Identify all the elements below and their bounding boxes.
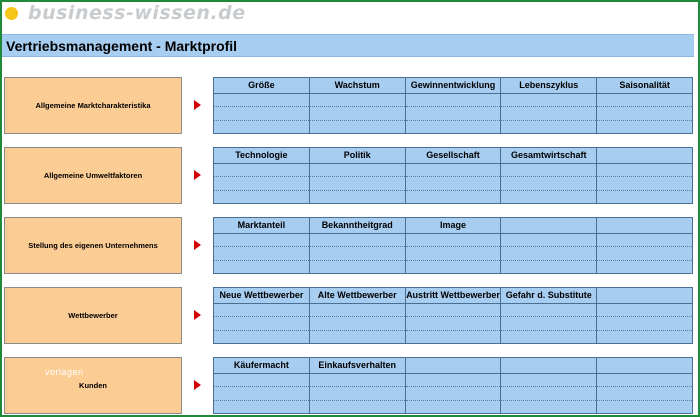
column-header[interactable] (597, 148, 692, 164)
grid-column (597, 78, 693, 134)
grid-cell[interactable] (310, 247, 405, 260)
arrow-right-icon (194, 240, 201, 250)
grid-cell[interactable] (501, 401, 596, 413)
grid-cell[interactable] (406, 121, 501, 133)
grid-cell[interactable] (406, 247, 501, 260)
grid-column (214, 78, 310, 134)
grid-cell[interactable] (597, 261, 692, 273)
grid-cell[interactable] (501, 107, 596, 120)
column-header[interactable]: Saisonalität (597, 78, 692, 94)
page-title: Vertriebsmanagement - Marktprofil (6, 37, 238, 54)
section-label: Wettbewerber (68, 311, 118, 320)
grid-column (310, 358, 406, 414)
section-label-box[interactable] (4, 287, 182, 344)
section-label-box[interactable] (4, 77, 182, 134)
column-header[interactable] (501, 358, 596, 374)
grid-cell[interactable] (597, 191, 692, 203)
grid-cell[interactable] (214, 191, 309, 203)
grid-cell[interactable] (406, 304, 501, 317)
column-header[interactable]: Einkaufsverhalten (310, 358, 405, 374)
grid-cell[interactable] (406, 234, 501, 247)
column-header[interactable]: Alte Wettbewerber (310, 288, 405, 304)
column-header[interactable]: Lebenszyklus (501, 78, 596, 94)
column-header[interactable]: Politik (310, 148, 405, 164)
grid-cell[interactable] (501, 177, 596, 190)
section-1 (2, 147, 698, 204)
grid-cell[interactable] (501, 331, 596, 343)
column-header[interactable] (406, 358, 501, 374)
grid-cell[interactable] (597, 331, 692, 343)
grid-cell[interactable] (406, 107, 501, 120)
grid-cell[interactable] (597, 94, 692, 107)
grid-cell[interactable] (597, 234, 692, 247)
arrow-right-icon (194, 310, 201, 320)
vorlagen-watermark: vorlagen (45, 367, 84, 377)
grid-column (406, 288, 502, 344)
grid-column (406, 358, 502, 414)
grid-cell[interactable] (501, 247, 596, 260)
grid-cell[interactable] (597, 317, 692, 330)
grid-cell[interactable] (214, 304, 309, 317)
grid-column (406, 148, 502, 204)
section-grid (213, 77, 693, 134)
grid-cell[interactable] (214, 331, 309, 343)
grid-cell[interactable] (501, 261, 596, 273)
grid-cell[interactable] (501, 317, 596, 330)
grid-cell[interactable] (597, 177, 692, 190)
grid-column (214, 288, 310, 344)
column-header[interactable]: Wachstum (310, 78, 405, 94)
grid-cell[interactable] (597, 387, 692, 400)
grid-cell[interactable] (214, 94, 309, 107)
grid-cell[interactable] (310, 191, 405, 203)
grid-cell[interactable] (501, 234, 596, 247)
arrow-right-icon (194, 380, 201, 390)
section-grid (213, 357, 693, 414)
grid-cell[interactable] (406, 387, 501, 400)
grid-cell[interactable] (214, 387, 309, 400)
section-2 (2, 217, 698, 274)
grid-cell[interactable] (406, 94, 501, 107)
grid-column (310, 218, 406, 274)
column-header[interactable]: Größe (214, 78, 309, 94)
section-label-box[interactable] (4, 357, 182, 414)
grid-column (310, 78, 406, 134)
grid-cell[interactable] (310, 387, 405, 400)
section-label: Kunden (79, 381, 107, 390)
grid-column (597, 288, 693, 344)
grid-cell[interactable] (214, 107, 309, 120)
grid-column (501, 78, 597, 134)
grid-column (310, 148, 406, 204)
grid-cell[interactable] (406, 177, 501, 190)
grid-cell[interactable] (501, 121, 596, 133)
grid-cell[interactable] (597, 374, 692, 387)
grid-column (214, 148, 310, 204)
section-label: Allgemeine Marktcharakteristika (35, 101, 151, 110)
section-label: Stellung des eigenen Unternehmens (28, 241, 158, 250)
grid-cell[interactable] (310, 107, 405, 120)
title-bar (2, 34, 694, 57)
section-grid (213, 147, 693, 204)
grid-column (406, 218, 502, 274)
arrow-right-icon (194, 100, 201, 110)
grid-cell[interactable] (597, 107, 692, 120)
grid-cell[interactable] (597, 121, 692, 133)
grid-cell[interactable] (214, 317, 309, 330)
section-4 (2, 357, 698, 414)
section-label-box[interactable] (4, 147, 182, 204)
grid-cell[interactable] (406, 261, 501, 273)
section-label-box[interactable] (4, 217, 182, 274)
section-grid (213, 287, 693, 344)
grid-cell[interactable] (310, 94, 405, 107)
grid-cell[interactable] (214, 261, 309, 273)
grid-column (501, 358, 597, 414)
watermark-text: business-wissen.de (28, 2, 246, 24)
logo-dot-icon (5, 7, 18, 20)
section-grid (213, 217, 693, 274)
column-header[interactable]: Gewinnentwicklung (406, 78, 501, 94)
grid-cell[interactable] (597, 247, 692, 260)
column-header[interactable]: Bekanntheitgrad (310, 218, 405, 234)
grid-cell[interactable] (214, 234, 309, 247)
grid-cell[interactable] (214, 247, 309, 260)
grid-cell[interactable] (214, 177, 309, 190)
grid-cell[interactable] (310, 164, 405, 177)
column-header[interactable] (597, 218, 692, 234)
column-header[interactable]: Austritt Wettbewerber (406, 288, 501, 304)
grid-cell[interactable] (214, 164, 309, 177)
grid-column (214, 358, 310, 414)
column-header[interactable]: Image (406, 218, 501, 234)
grid-column (501, 288, 597, 344)
grid-cell[interactable] (501, 304, 596, 317)
grid-cell[interactable] (214, 374, 309, 387)
grid-column (501, 148, 597, 204)
grid-column (501, 218, 597, 274)
grid-column (597, 148, 693, 204)
grid-column (214, 218, 310, 274)
spreadsheet-frame (2, 2, 698, 415)
grid-cell[interactable] (310, 234, 405, 247)
grid-cell[interactable] (310, 121, 405, 133)
grid-cell[interactable] (501, 374, 596, 387)
grid-column (597, 358, 693, 414)
grid-cell[interactable] (310, 317, 405, 330)
grid-cell[interactable] (501, 191, 596, 203)
grid-cell[interactable] (406, 191, 501, 203)
column-header[interactable]: Gesellschaft (406, 148, 501, 164)
grid-cell[interactable] (406, 164, 501, 177)
grid-cell[interactable] (214, 401, 309, 413)
column-header[interactable]: Technologie (214, 148, 309, 164)
grid-column (310, 288, 406, 344)
watermark (2, 2, 698, 24)
grid-cell[interactable] (310, 331, 405, 343)
grid-cell[interactable] (310, 401, 405, 413)
column-header[interactable]: Gesamtwirtschaft (501, 148, 596, 164)
grid-cell[interactable] (406, 374, 501, 387)
grid-cell[interactable] (214, 121, 309, 133)
grid-cell[interactable] (501, 387, 596, 400)
column-header[interactable] (597, 358, 692, 374)
grid-cell[interactable] (501, 164, 596, 177)
grid-cell[interactable] (310, 374, 405, 387)
section-label: Allgemeine Umweltfaktoren (43, 171, 143, 180)
column-header[interactable]: Neue Wettbewerber (214, 288, 309, 304)
section-3 (2, 287, 698, 344)
grid-cell[interactable] (597, 164, 692, 177)
grid-cell[interactable] (310, 261, 405, 273)
grid-cell[interactable] (501, 94, 596, 107)
column-header[interactable]: Käufermacht (214, 358, 309, 374)
grid-cell[interactable] (597, 304, 692, 317)
column-header[interactable]: Gefahr d. Substitute (501, 288, 596, 304)
grid-column (406, 78, 502, 134)
grid-cell[interactable] (310, 304, 405, 317)
column-header[interactable] (597, 288, 692, 304)
section-0 (2, 77, 698, 134)
grid-cell[interactable] (406, 401, 501, 413)
grid-cell[interactable] (310, 177, 405, 190)
grid-column (597, 218, 693, 274)
grid-cell[interactable] (406, 317, 501, 330)
grid-cell[interactable] (406, 331, 501, 343)
column-header[interactable] (501, 218, 596, 234)
arrow-right-icon (194, 170, 201, 180)
grid-cell[interactable] (597, 401, 692, 413)
column-header[interactable]: Marktanteil (214, 218, 309, 234)
